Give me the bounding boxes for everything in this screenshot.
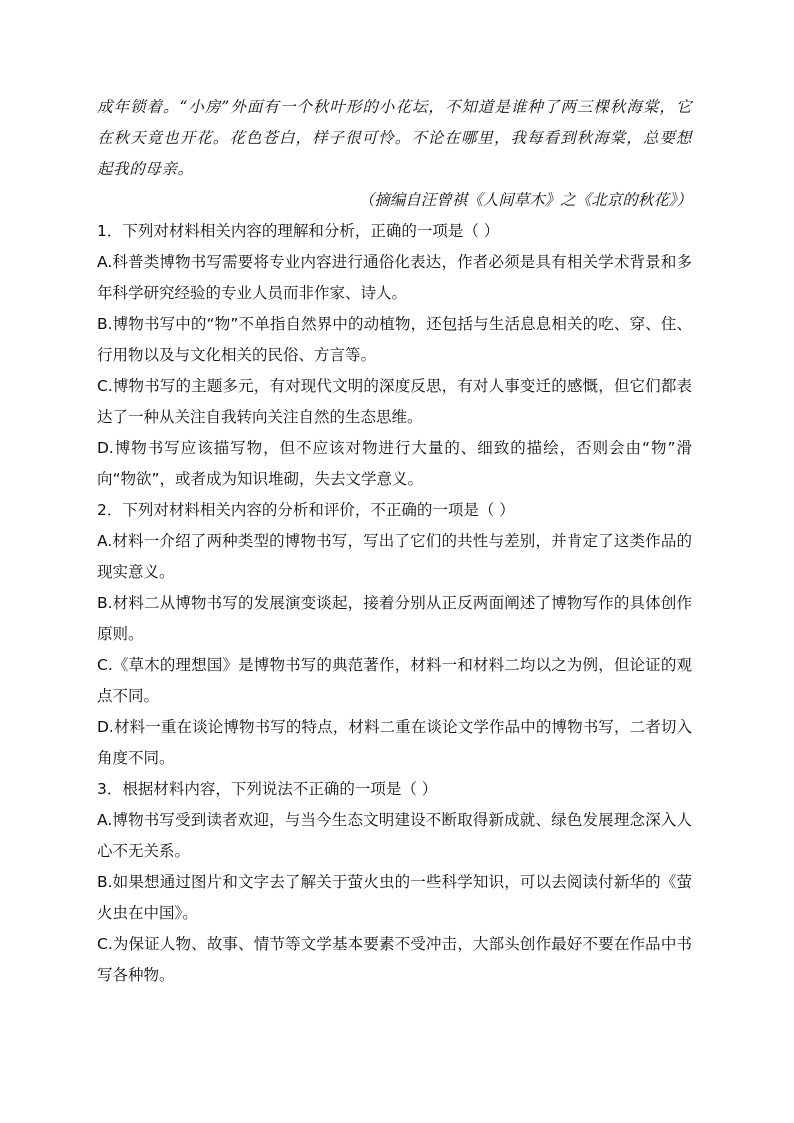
option-a: A.博物书写受到读者欢迎，与当今生态文明建设不断取得新成就、绿色发展理念深入人心不无关系。: [97, 811, 692, 860]
option-b: B.博物书写中的“物”不单指自然界中的动植物，还包括与生活息息相关的吃、穿、住、行用物以及与文化相关的民俗、方言等。: [97, 315, 692, 364]
excerpt-source: （摘编自汪曾祺《人间草木》之《北京的秋花》）: [358, 191, 692, 209]
question-stem: 3．根据材料内容，下列说法不正确的一项是（ ）: [97, 780, 438, 798]
option-c: C.《草木的理想国》是博物书写的典范著作，材料一和材料二均以之为例，但论证的观点不同。: [97, 656, 692, 705]
option-b: B.如果想通过图片和文字去了解关于萤火虫的一些科学知识，可以去阅读付新华的《萤火虫在中国》。: [97, 873, 692, 922]
option-a: A.材料一介绍了两种类型的博物书写，写出了它们的共性与差别，并肯定了这类作品的现实意义。: [97, 532, 692, 581]
option-b: B.材料二从博物书写的发展演变谈起，接着分别从正反两面阐述了博物写作的具体创作原则。: [97, 594, 692, 643]
question-3: [97, 774, 692, 991]
page-content: [97, 92, 692, 991]
option-a: A.科普类博物书写需要将专业内容进行通俗化表达，作者必须是具有相关学术背景和多年科学研究经验的专业人员而非作家、诗人。: [97, 253, 692, 302]
option-d: D.博物书写应该描写物，但不应该对物进行大量的、细致的描绘，否则会由“物”滑向“物欲”，或者成为知识堆砌，失去文学意义。: [97, 439, 692, 488]
excerpt-paragraph: 成年锁着。“小房”外面有一个秋叶形的小花坛，不知道是谁种了两三棵秋海棠，它在秋天竟也开花。花色苍白，样子很可怜。不论在哪里，我每看到秋海棠，总要想起我的母亲。: [97, 98, 692, 178]
question-2: [97, 495, 692, 774]
question-stem: 2．下列对材料相关内容的分析和评价，不正确的一项是（ ）: [97, 501, 515, 519]
question-stem: 1．下列对材料相关内容的理解和分析，正确的一项是（ ）: [97, 222, 500, 240]
option-d: D.材料一重在谈论博物书写的特点，材料二重在谈论文学作品中的博物书写，二者切入角度不同。: [97, 718, 692, 767]
question-1: [97, 216, 692, 495]
option-c: C.博物书写的主题多元，有对现代文明的深度反思，有对人事变迁的感慨，但它们都表达了一种从关注自我转向关注自然的生态思维。: [97, 377, 692, 426]
option-c: C.为保证人物、故事、情节等文学基本要素不受冲击，大部头创作最好不要在作品中书写各种物。: [97, 935, 692, 984]
